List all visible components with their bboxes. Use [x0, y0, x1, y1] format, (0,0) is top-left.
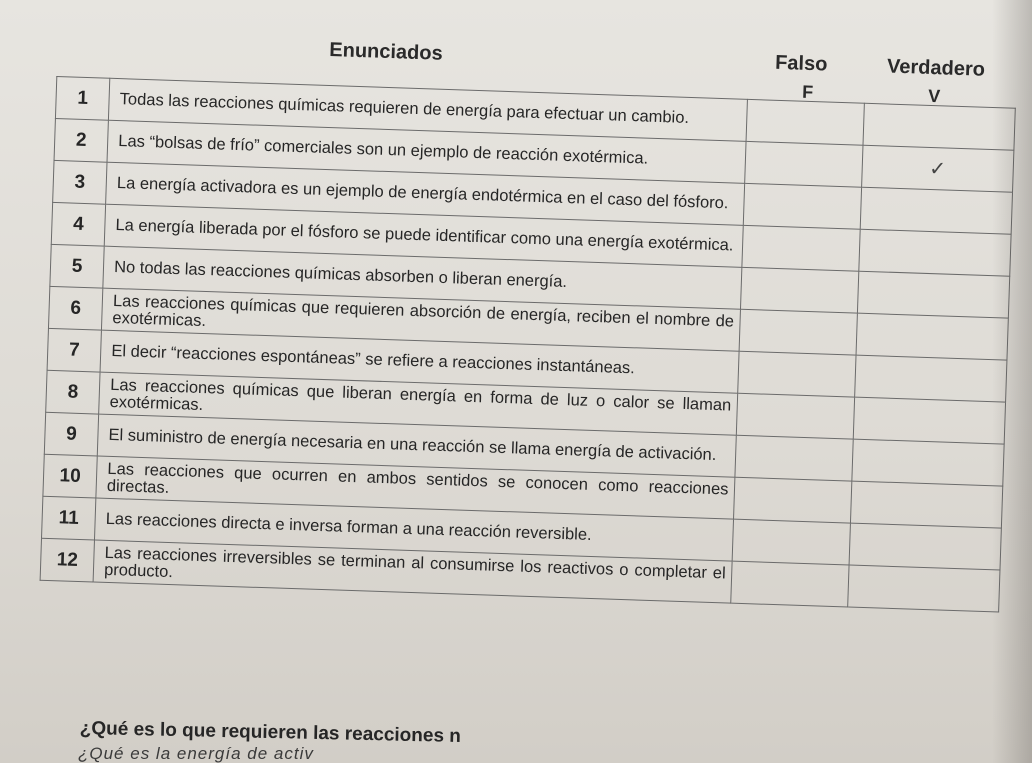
statement-number: 1	[55, 76, 109, 120]
true-false-sheet	[40, 26, 1032, 614]
answer-verdadero-cell[interactable]	[852, 439, 1005, 486]
answer-falso-cell[interactable]	[740, 309, 858, 355]
answer-verdadero-cell[interactable]	[854, 355, 1007, 402]
answer-verdadero-cell[interactable]	[858, 229, 1011, 276]
statement-number: 10	[43, 454, 97, 498]
answer-falso-cell[interactable]	[737, 393, 855, 439]
answer-verdadero-cell[interactable]	[857, 271, 1010, 318]
statement-text: Las reacciones que ocurren en ambos sentidos se conocen como reacciones directas.	[96, 456, 735, 519]
answer-falso-cell[interactable]	[745, 141, 863, 187]
answer-falso-cell[interactable]	[731, 561, 849, 607]
statement-number: 3	[53, 160, 107, 204]
answer-falso-cell[interactable]	[738, 351, 856, 397]
answer-verdadero-cell[interactable]: ✓	[861, 145, 1014, 192]
header-v: V	[927, 85, 941, 107]
statement-text: Las reacciones químicas que liberan energía en forma de luz o calor se llaman exotérmicas.	[99, 372, 738, 435]
answer-verdadero-cell[interactable]	[850, 481, 1003, 528]
question-energia-activacion: ¿Qué es la energía de activ	[78, 744, 314, 763]
statement-text: El decir “reacciones espontáneas” se refiere a reacciones instantáneas.	[100, 330, 739, 393]
answer-verdadero-cell[interactable]	[847, 565, 1000, 612]
statement-number: 8	[46, 370, 100, 414]
header-enunciados: Enunciados	[328, 39, 444, 65]
answer-verdadero-cell[interactable]	[849, 523, 1002, 570]
header-f: F	[801, 81, 814, 103]
statement-text: Las reacciones irreversibles se terminan al consumirse los reactivos o completar el producto.	[93, 540, 732, 603]
answer-falso-cell[interactable]	[741, 267, 859, 313]
statement-number: 5	[50, 244, 104, 288]
statement-number: 6	[48, 286, 102, 330]
answer-falso-cell[interactable]	[742, 225, 860, 271]
statement-number: 11	[42, 496, 96, 540]
statement-number: 9	[44, 412, 98, 456]
statement-text: No todas las reacciones químicas absorben o liberan energía.	[103, 246, 742, 309]
answer-falso-cell[interactable]	[746, 99, 864, 145]
statement-text: Las “bolsas de frío” comerciales son un ejemplo de reacción exotérmica.	[107, 120, 746, 183]
answer-falso-cell[interactable]	[734, 477, 852, 523]
statement-text: Todas las reacciones químicas requieren de energía para efectuar un cambio.	[109, 78, 748, 141]
statement-text: Las reacciones directa e inversa forman a una reacción reversible.	[95, 498, 734, 561]
answer-verdadero-cell[interactable]	[856, 313, 1009, 360]
statement-number: 7	[47, 328, 101, 372]
statement-number: 4	[51, 202, 105, 246]
statements-table	[40, 76, 1016, 613]
question-requieren: ¿Qué es lo que requieren las reacciones n	[79, 718, 462, 747]
statement-number: 2	[54, 118, 108, 162]
answer-falso-cell[interactable]	[744, 183, 862, 229]
statement-text: El suministro de energía necesaria en una reacción se llama energía de activación.	[97, 414, 736, 477]
answer-falso-cell[interactable]	[735, 435, 853, 481]
statement-text: La energía liberada por el fósforo se puede identificar como una energía exotérmica.	[104, 204, 743, 267]
header-verdadero: Verdadero	[886, 55, 986, 81]
answer-falso-cell[interactable]	[733, 519, 851, 565]
page-edge-shadow	[992, 0, 1032, 763]
header-falso: Falso	[774, 51, 828, 76]
statement-text: Las reacciones químicas que requieren absorción de energía, reciben el nombre de exotérmicas.	[102, 288, 741, 351]
answer-verdadero-cell[interactable]	[860, 187, 1013, 234]
statement-text: La energía activadora es un ejemplo de energía endotérmica en el caso del fósforo.	[106, 162, 745, 225]
answer-verdadero-cell[interactable]	[853, 397, 1006, 444]
statement-number: 12	[40, 538, 94, 582]
